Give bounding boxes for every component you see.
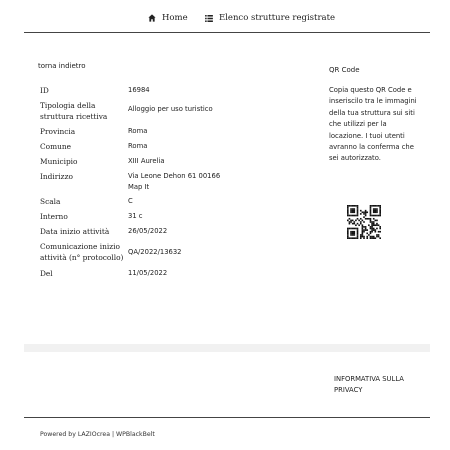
top-navigation — [0, 0, 450, 40]
detail-label: ID — [40, 86, 49, 95]
nav-list-label: Elenco strutture registrate — [219, 13, 336, 23]
back-link[interactable]: torna indietro — [38, 62, 86, 70]
detail-value: 31 c — [128, 212, 143, 220]
detail-label: Municipio — [40, 157, 78, 166]
detail-label: Data inizio attività — [40, 227, 110, 236]
map-it-link[interactable]: Map It — [128, 183, 150, 191]
detail-value: XIII Aurelia — [128, 157, 165, 165]
qr-code-instructions: Copia questo QR Code e inseriscilo tra le immagini della tua struttura sui siti che utilizzi per la locazione. I tuoi utenti avranno la conferma che sei autorizzato. — [329, 86, 417, 163]
qr-code-icon — [347, 205, 381, 239]
detail-value: 26/05/2022 — [128, 227, 168, 235]
detail-label: Scala — [40, 197, 61, 206]
detail-label: Comune — [40, 142, 72, 151]
detail-value: Alloggio per uso turistico — [128, 105, 213, 113]
detail-value: Roma — [128, 127, 148, 135]
address-text: Via Leone Dehon 61 00166 — [128, 172, 221, 180]
nav-registered-list-link[interactable] — [205, 13, 335, 23]
detail-label: Comunicazione inizio attività (n° protocollo) — [40, 242, 124, 262]
detail-label: Tipologia della struttura ricettiva — [40, 101, 108, 121]
list-icon — [205, 15, 213, 22]
footer-divider — [24, 417, 430, 418]
detail-value: C — [128, 197, 133, 205]
detail-value: 11/05/2022 — [128, 269, 168, 277]
detail-label: Del — [40, 269, 53, 278]
nav-home-link[interactable] — [148, 13, 188, 23]
nav-home-label: Home — [162, 13, 188, 23]
qr-code-image — [347, 205, 381, 239]
home-icon — [148, 14, 156, 22]
detail-value: QA/2022/13632 — [128, 248, 182, 256]
detail-label: Interno — [40, 212, 68, 221]
detail-label: Indirizzo — [40, 172, 73, 181]
qr-code-title: QR Code — [329, 66, 360, 74]
detail-value: 16984 — [128, 86, 150, 94]
footer-credits: Powered by LAZIOcrea | WPBlackBelt — [40, 431, 155, 438]
detail-label: Provincia — [40, 127, 76, 136]
header-divider — [24, 32, 430, 33]
privacy-policy-link[interactable]: INFORMATIVA SULLA PRIVACY — [334, 375, 404, 394]
detail-value: Roma — [128, 142, 148, 150]
detail-value — [128, 171, 220, 193]
content-divider-band — [24, 344, 430, 352]
